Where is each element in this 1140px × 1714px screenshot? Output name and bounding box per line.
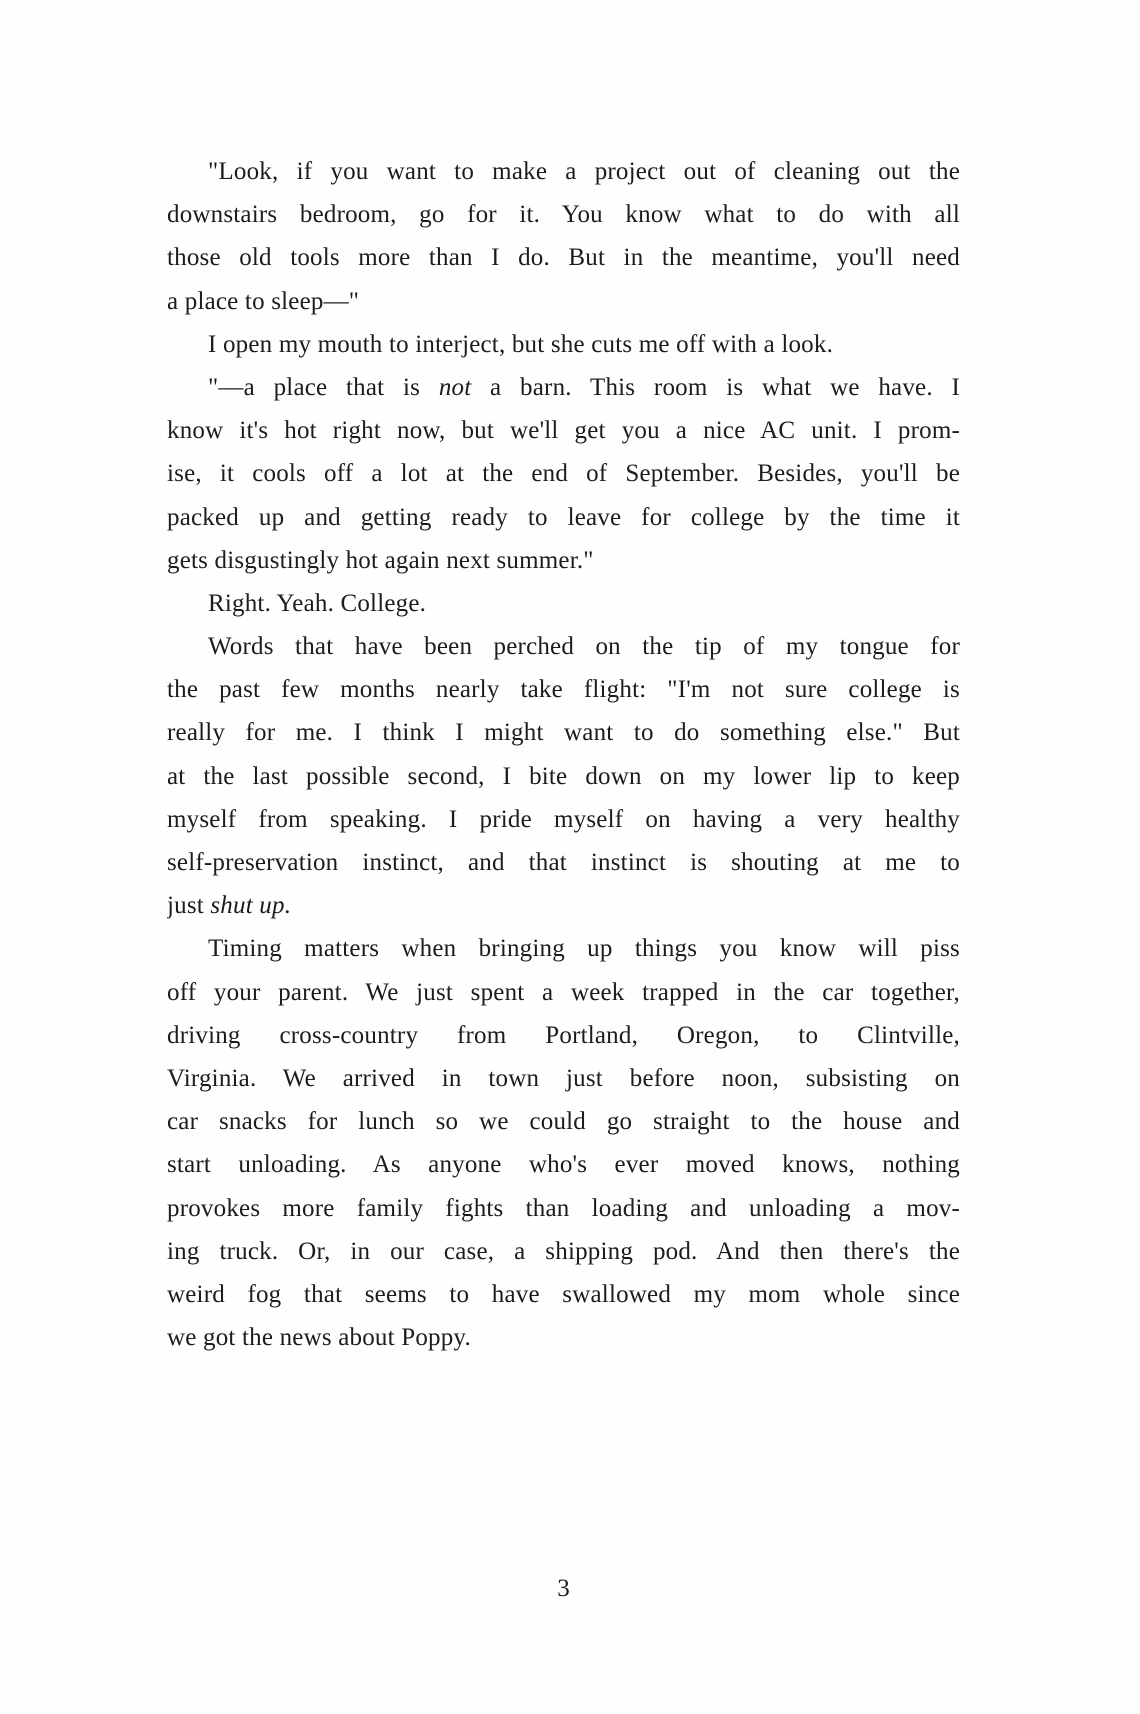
- text-line: [167, 150, 960, 193]
- body-text: downstairs bedroom, go for it. You know what to do with all: [167, 201, 960, 229]
- page-number: 3: [557, 1575, 570, 1602]
- text-line: [167, 539, 960, 582]
- text-line: [167, 884, 960, 927]
- italic-text: shut up.: [210, 892, 292, 920]
- body-text: "Look, if you want to make a project out of cleaning out the: [208, 158, 960, 185]
- text-line: [167, 927, 960, 970]
- body-text: know it's hot right now, but we'll get you a nice AC unit. I prom-: [167, 417, 960, 445]
- text-line: [167, 625, 960, 668]
- text-line: [167, 323, 960, 366]
- body-text: the past few months nearly take flight: "I'm not sure college is: [167, 676, 960, 704]
- text-line: [167, 841, 960, 884]
- italic-text: not: [438, 373, 472, 401]
- body-text: ing truck. Or, in our case, a shipping pod. And then there's the: [167, 1237, 960, 1265]
- body-text: start unloading. As anyone who's ever moved knows, nothing: [167, 1151, 960, 1179]
- body-text: Virginia. We arrived in town just before noon, subsisting on: [167, 1064, 960, 1092]
- body-text: those old tools more than I do. But in the meantime, you'll need: [167, 244, 960, 272]
- body-text: really for me. I think I might want to do something else." But: [167, 719, 960, 747]
- body-text: myself from speaking. I pride myself on having a very healthy: [167, 805, 960, 833]
- body-text: Words that have been perched on the tip of my tongue for: [208, 633, 960, 661]
- body-text: gets disgustingly hot again next summer.": [167, 546, 594, 574]
- body-text: ise, it cools off a lot at the end of September. Besides, you'll be: [167, 460, 960, 488]
- text-line: [167, 1316, 960, 1359]
- text-line: [167, 452, 960, 495]
- text-line: [167, 1230, 960, 1273]
- text-line: [167, 409, 960, 452]
- body-text: at the last possible second, I bite down on my lower lip to keep: [167, 762, 960, 790]
- body-text: driving cross-country from Portland, Oregon, to Clintville,: [167, 1021, 960, 1049]
- text-line: [167, 668, 960, 711]
- body-text: off your parent. We just spent a week trapped in the car together,: [167, 978, 960, 1006]
- text-line: [167, 1187, 960, 1230]
- text-line: [167, 971, 960, 1014]
- text-line: [167, 1273, 960, 1316]
- body-text: packed up and getting ready to leave for college by the time it: [167, 503, 960, 531]
- text-line: [167, 496, 960, 539]
- text-line: [167, 1143, 960, 1186]
- body-text: a barn. This room is what we have. I: [471, 373, 960, 401]
- body-text: weird fog that seems to have swallowed my mom whole since: [167, 1280, 960, 1308]
- text-line: [167, 755, 960, 798]
- text-line: [167, 280, 960, 323]
- text-line: [167, 1057, 960, 1100]
- text-column: [167, 150, 960, 1359]
- text-line: [167, 711, 960, 754]
- text-line: [167, 1100, 960, 1143]
- text-line: [167, 582, 960, 625]
- text-line: [167, 1014, 960, 1057]
- text-line: [167, 193, 960, 236]
- body-text: I open my mouth to interject, but she cuts me off with a look.: [208, 330, 834, 358]
- text-line: [167, 366, 960, 409]
- text-line: [167, 236, 960, 279]
- body-text: Timing matters when bringing up things you know will piss: [208, 935, 960, 963]
- body-text: Right. Yeah. College.: [208, 589, 427, 617]
- body-text: just: [167, 892, 211, 920]
- body-text: "—a place that is: [208, 373, 439, 401]
- body-text: car snacks for lunch so we could go straight to the house and: [167, 1108, 960, 1136]
- body-text: a place to sleep—": [167, 287, 360, 315]
- body-text: provokes more family fights than loading and unloading a mov-: [167, 1194, 960, 1222]
- text-line: [167, 798, 960, 841]
- body-text: we got the news about Poppy.: [167, 1324, 471, 1352]
- body-text: self-preservation instinct, and that instinct is shouting at me to: [167, 849, 960, 876]
